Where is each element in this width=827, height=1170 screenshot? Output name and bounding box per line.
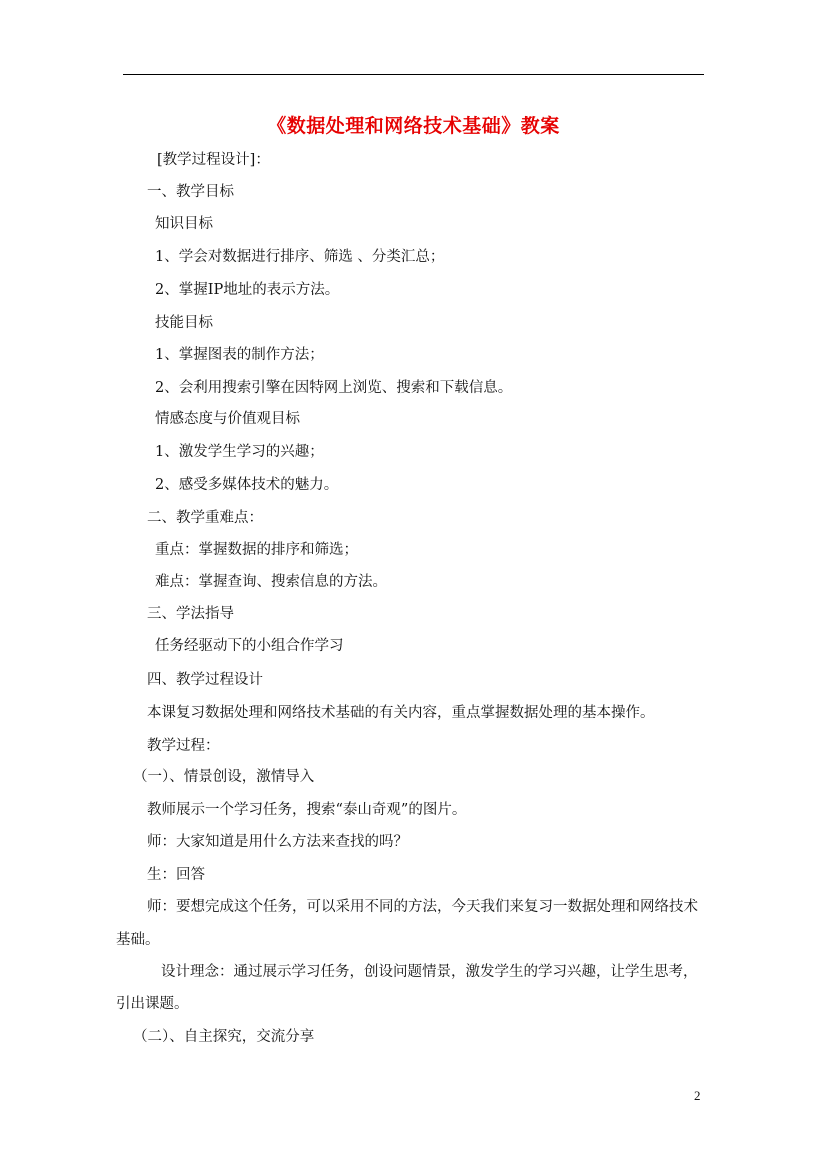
document-title: 《数据处理和网络技术基础》教案: [267, 115, 560, 137]
learning-guidance-text: 任务经驱动下的小组合作学习: [155, 638, 344, 654]
key-point: 重点：掌握数据的排序和筛选；: [155, 542, 358, 558]
difficult-point: 难点：掌握查询、搜索信息的方法。: [155, 574, 387, 590]
emotion-goal-2: 2、感受多媒体技术的魅力。: [155, 477, 339, 493]
subheading-skill-goals: 技能目标: [155, 315, 213, 331]
heading-key-points: 二、教学重难点：: [147, 510, 263, 526]
student-answer: 生：回答: [147, 867, 205, 883]
teacher-shows-task: 教师展示一个学习任务，搜索“泰山奇观”的图片。: [147, 802, 467, 818]
page-number: 2: [694, 1088, 701, 1103]
teacher-intro-line-1: 师：要想完成这个任务，可以采用不同的方法，今天我们来复习一数据处理和网络技术: [147, 899, 698, 915]
design-idea-line-1: 设计理念：通过展示学习任务，创设问题情景，激发学生的学习兴趣，让学生思考，: [161, 964, 698, 980]
skill-goal-1: 1、掌握图表的制作方法；: [155, 347, 324, 363]
step-1-heading: （一）、情景创设，激情导入: [133, 769, 315, 785]
heading-teaching-goals: 一、教学目标: [147, 184, 234, 200]
heading-learning-guidance: 三、学法指导: [147, 606, 234, 622]
skill-goal-2: 2、会利用搜索引擎在因特网上浏览、搜索和下载信息。: [155, 380, 513, 396]
process-design-intro: 本课复习数据处理和网络技术基础的有关内容，重点掌握数据处理的基本操作。: [147, 705, 655, 721]
subheading-knowledge-goals: 知识目标: [155, 216, 213, 232]
step-2-heading: （二）、自主探究，交流分享: [133, 1029, 315, 1045]
heading-process-design: 四、教学过程设计: [147, 672, 263, 688]
header-rule: [123, 74, 704, 75]
teacher-intro-line-2: 基础。: [116, 932, 160, 948]
design-idea-line-2: 引出课题。: [116, 996, 189, 1012]
subheading-emotion-goals: 情感态度与价值观目标: [155, 411, 300, 427]
knowledge-goal-1: 1、学会对数据进行排序、筛选 、分类汇总；: [155, 249, 445, 265]
emotion-goal-1: 1、激发学生学习的兴趣；: [155, 444, 324, 460]
teacher-question: 师：大家知道是用什么方法来查找的吗？: [147, 834, 408, 850]
subheading-teaching-process: 教学过程：: [147, 738, 220, 754]
section-heading-process-design: [教学过程设计]：: [157, 152, 270, 168]
knowledge-goal-2: 2、掌握IP地址的表示方法。: [155, 282, 340, 298]
